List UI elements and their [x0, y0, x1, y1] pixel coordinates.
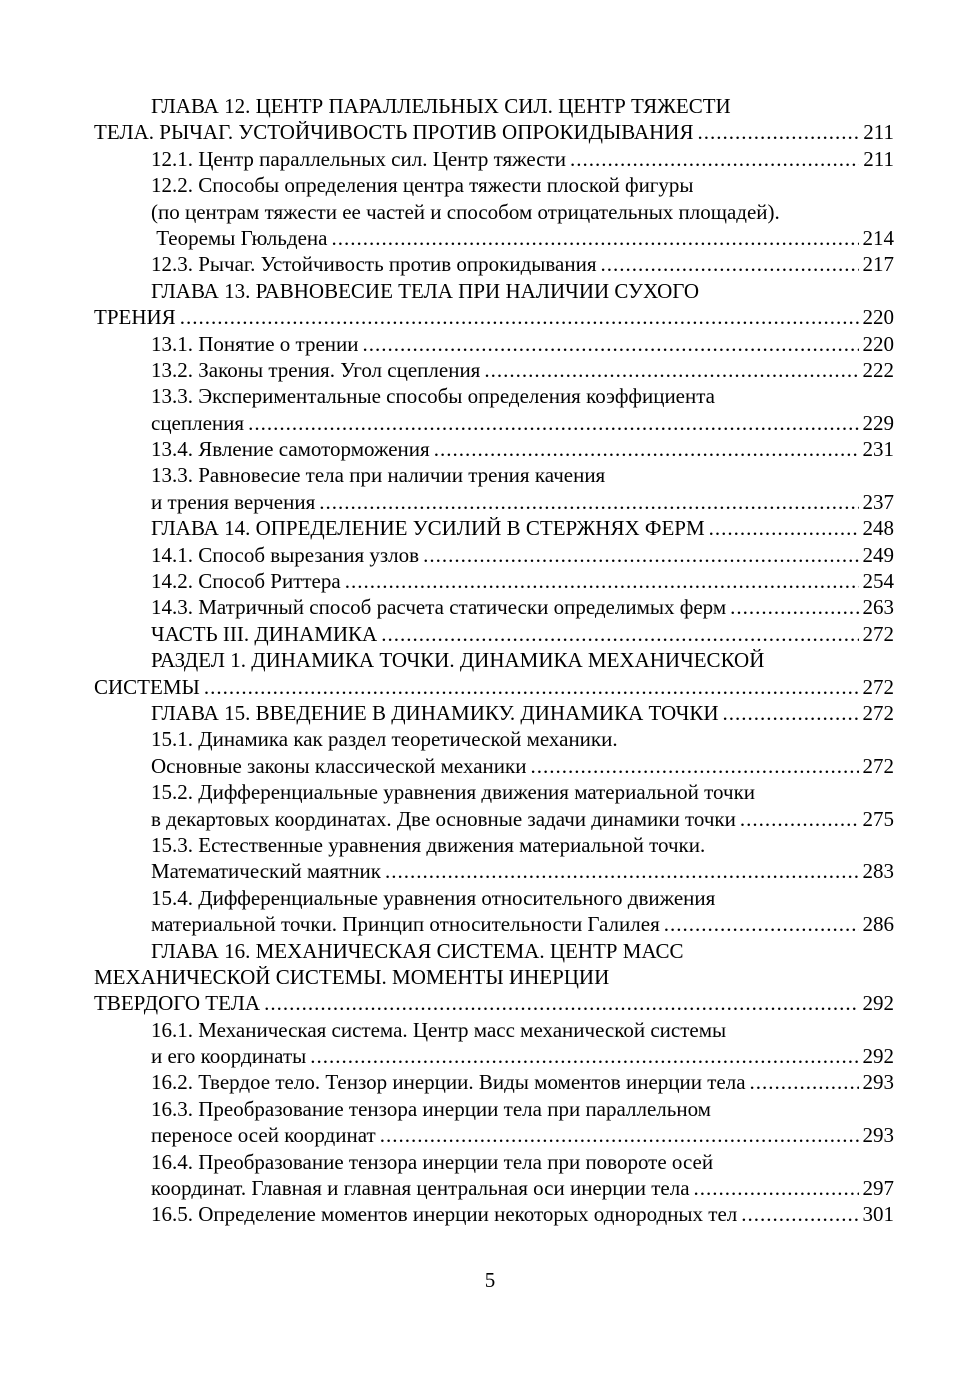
toc-entry-line: 13.3. Равновесие тела при наличии трения качения	[151, 463, 606, 488]
toc-entry	[94, 172, 894, 251]
toc-entry-leader-line	[94, 753, 894, 779]
toc-entry-title: ТРЕНИЯ	[94, 305, 176, 330]
dot-leader	[697, 119, 859, 145]
toc-entry	[94, 1201, 894, 1227]
dot-leader	[694, 1175, 859, 1201]
toc-entry-page: 248	[862, 516, 894, 541]
toc-entry-leader-line	[94, 911, 894, 937]
toc-entry-page: 211	[863, 146, 894, 171]
toc-entry	[94, 383, 894, 436]
toc-entry-title: 13.1. Понятие о трении	[151, 331, 359, 356]
toc-entry	[94, 1069, 894, 1095]
toc-entry-page: 275	[862, 806, 894, 831]
toc-entry-leader-line	[94, 357, 894, 383]
toc-entry-leader-line	[94, 251, 894, 277]
toc-entry	[94, 885, 894, 938]
toc-entry-line: 15.1. Динамика как раздел теоретической механики.	[151, 727, 618, 752]
page-number: 5	[484, 1268, 496, 1292]
toc-entry-leader-line	[94, 146, 894, 172]
toc-entry-line: 15.3. Естественные уравнения движения материальной точки.	[151, 832, 706, 857]
toc-entry	[94, 462, 894, 515]
toc-entry-leader-line	[94, 410, 894, 436]
toc-entry-page: 286	[862, 912, 894, 937]
toc-entry-page: 220	[862, 305, 894, 330]
toc-entry-leader-line	[94, 489, 894, 515]
toc-entry-leader-line	[94, 594, 894, 620]
toc-entry-leader-line	[94, 1069, 894, 1095]
toc-entry-title: ТВЕРДОГО ТЕЛА	[94, 991, 261, 1016]
toc-entry-title: 14.2. Способ Риттера	[151, 569, 341, 594]
dot-leader	[530, 753, 858, 779]
toc-entry-title: Основные законы классической механики	[151, 753, 527, 778]
toc-entry-title: ГЛАВА 15. ВВЕДЕНИЕ В ДИНАМИКУ. ДИНАМИКА ТОЧКИ	[151, 700, 719, 725]
toc-entry-page: 297	[862, 1176, 894, 1201]
toc-entry-title: 16.2. Твердое тело. Тензор инерции. Виды моментов инерции тела	[151, 1070, 746, 1095]
toc-entry-title: 12.3. Рычаг. Устойчивость против опрокидывания	[151, 252, 597, 277]
toc-entry-line: ГЛАВА 12. ЦЕНТР ПАРАЛЛЕЛЬНЫХ СИЛ. ЦЕНТР ТЯЖЕСТИ	[151, 94, 731, 118]
toc-entry-leader-line	[94, 119, 894, 145]
toc-entry	[94, 1149, 894, 1202]
toc-entry-line: 15.2. Дифференциальные уравнения движения материальной точки	[151, 780, 756, 805]
table-of-contents	[94, 93, 894, 1228]
toc-entry-line: ГЛАВА 16. МЕХАНИЧЕСКАЯ СИСТЕМА. ЦЕНТР МАСС	[151, 938, 684, 963]
toc-entry-line: 12.2. Способы определения центра тяжести плоской фигуры	[151, 173, 694, 198]
dot-leader	[319, 489, 858, 515]
dot-leader	[709, 515, 859, 541]
toc-entry-leader-line	[94, 990, 894, 1016]
dot-leader	[204, 674, 859, 700]
toc-entry-title: 14.3. Матричный способ расчета статически определимых ферм	[151, 595, 727, 620]
toc-entry-page: 214	[862, 225, 894, 250]
toc-entry-line: МЕХАНИЧЕСКОЙ СИСТЕМЫ. МОМЕНТЫ ИНЕРЦИИ	[94, 964, 610, 989]
dot-leader	[381, 621, 858, 647]
toc-entry-page: 231	[862, 437, 894, 462]
toc-entry	[94, 1017, 894, 1070]
toc-entry	[94, 621, 894, 647]
toc-entry-title: переносе осей координат	[151, 1123, 376, 1148]
dot-leader	[385, 858, 859, 884]
dot-leader	[570, 146, 859, 172]
toc-entry	[94, 515, 894, 541]
toc-entry-title: 13.4. Явление самоторможения	[151, 437, 430, 462]
toc-entry-page: 293	[862, 1070, 894, 1095]
toc-entry-line: 13.3. Экспериментальные способы определения коэффициента	[151, 384, 715, 409]
toc-entry	[94, 436, 894, 462]
toc-entry-page: 293	[862, 1123, 894, 1148]
toc-entry-leader-line	[94, 331, 894, 357]
toc-entry-leader-line	[94, 436, 894, 462]
toc-entry-leader-line	[94, 1043, 894, 1069]
toc-entry	[94, 357, 894, 383]
dot-leader	[723, 700, 859, 726]
toc-entry-title: Теоремы Гюльдена	[151, 225, 328, 250]
toc-entry-title: и его координаты	[151, 1044, 307, 1069]
toc-entry-title: в декартовых координатах. Две основные задачи динамики точки	[151, 806, 736, 831]
toc-entry-title: Математический маятник	[151, 859, 381, 884]
dot-leader	[730, 594, 858, 620]
toc-entry-title: 12.1. Центр параллельных сил. Центр тяжести	[151, 146, 566, 171]
dot-leader	[363, 331, 859, 357]
toc-entry-title: 16.5. Определение моментов инерции некоторых однородных тел	[151, 1202, 738, 1227]
toc-entry-page: 272	[862, 753, 894, 778]
toc-entry	[94, 146, 894, 172]
toc-entry	[94, 93, 894, 146]
toc-entry-page: 254	[862, 569, 894, 594]
toc-entry	[94, 251, 894, 277]
toc-entry-leader-line	[94, 542, 894, 568]
toc-entry	[94, 647, 894, 700]
toc-entry-leader-line	[94, 304, 894, 330]
toc-entry-page: 292	[862, 1044, 894, 1069]
dot-leader	[484, 357, 858, 383]
toc-entry-page: 292	[862, 991, 894, 1016]
dot-leader	[423, 542, 858, 568]
toc-entry-leader-line	[94, 1122, 894, 1148]
dot-leader	[434, 436, 859, 462]
toc-entry-leader-line	[94, 515, 894, 541]
dot-leader	[264, 990, 858, 1016]
toc-entry-title: ЧАСТЬ III. ДИНАМИКА	[151, 621, 378, 646]
toc-entry-title: ГЛАВА 14. ОПРЕДЕЛЕНИЕ УСИЛИЙ В СТЕРЖНЯХ ФЕРМ	[151, 516, 705, 541]
toc-entry-page: 229	[862, 410, 894, 435]
toc-entry-line: 16.4. Преобразование тензора инерции тела при повороте осей	[151, 1149, 714, 1174]
toc-entry-page: 283	[862, 859, 894, 884]
dot-leader	[180, 304, 859, 330]
toc-entry-line: 15.4. Дифференциальные уравнения относительного движения	[151, 885, 716, 910]
dot-leader	[310, 1043, 858, 1069]
toc-entry-page: 272	[862, 700, 894, 725]
dot-leader	[248, 410, 858, 436]
toc-entry	[94, 938, 894, 1017]
toc-entry-leader-line	[94, 700, 894, 726]
toc-entry-leader-line	[94, 225, 894, 251]
toc-entry-page: 220	[862, 331, 894, 356]
toc-entry-line: 16.1. Механическая система. Центр масс механической системы	[151, 1017, 727, 1042]
dot-leader	[664, 911, 859, 937]
dot-leader	[380, 1122, 859, 1148]
toc-entry-title: СИСТЕМЫ	[94, 674, 200, 699]
dot-leader	[345, 568, 859, 594]
toc-entry	[94, 726, 894, 779]
toc-entry-title: материальной точки. Принцип относительности Галилея	[151, 912, 660, 937]
toc-entry-line: ГЛАВА 13. РАВНОВЕСИЕ ТЕЛА ПРИ НАЛИЧИИ СУХОГО	[151, 278, 700, 303]
dot-leader	[740, 806, 859, 832]
toc-entry	[94, 278, 894, 331]
toc-entry-page: 272	[862, 674, 894, 699]
toc-entry-title: ТЕЛА. РЫЧАГ. УСТОЙЧИВОСТЬ ПРОТИВ ОПРОКИДЫВАНИЯ	[94, 120, 694, 145]
toc-entry-page: 272	[862, 621, 894, 646]
toc-entry-page: 222	[862, 357, 894, 382]
toc-entry	[94, 568, 894, 594]
toc-entry	[94, 1096, 894, 1149]
toc-entry-leader-line	[94, 621, 894, 647]
toc-entry	[94, 832, 894, 885]
toc-entry	[94, 542, 894, 568]
toc-entry-page: 237	[862, 489, 894, 514]
toc-entry-line: (по центрам тяжести ее частей и способом отрицательных площадей).	[151, 199, 780, 224]
toc-entry	[94, 331, 894, 357]
dot-leader	[601, 251, 859, 277]
toc-entry-page: 217	[862, 252, 894, 277]
dot-leader	[741, 1201, 858, 1227]
dot-leader	[750, 1069, 859, 1095]
toc-entry-title: 14.1. Способ вырезания узлов	[151, 542, 420, 567]
dot-leader	[331, 225, 858, 251]
toc-entry	[94, 594, 894, 620]
toc-entry-title: 13.2. Законы трения. Угол сцепления	[151, 357, 481, 382]
toc-entry-leader-line	[94, 568, 894, 594]
toc-entry-leader-line	[94, 1201, 894, 1227]
toc-entry-page: 211	[863, 120, 894, 145]
toc-entry-leader-line	[94, 674, 894, 700]
toc-entry-line: 16.3. Преобразование тензора инерции тела при параллельном	[151, 1096, 711, 1121]
toc-entry-leader-line	[94, 858, 894, 884]
toc-entry-leader-line	[94, 806, 894, 832]
toc-entry	[94, 779, 894, 832]
toc-entry-line: РАЗДЕЛ 1. ДИНАМИКА ТОЧКИ. ДИНАМИКА МЕХАНИЧЕСКОЙ	[151, 648, 765, 673]
toc-entry-leader-line	[94, 1175, 894, 1201]
toc-entry-page: 249	[862, 542, 894, 567]
toc-entry-page: 301	[862, 1202, 894, 1227]
toc-entry-title: сцепления	[151, 410, 245, 435]
toc-entry-title: координат. Главная и главная центральная оси инерции тела	[151, 1176, 690, 1201]
toc-entry-title: и трения верчения	[151, 489, 316, 514]
toc-entry-page: 263	[862, 595, 894, 620]
toc-entry	[94, 700, 894, 726]
